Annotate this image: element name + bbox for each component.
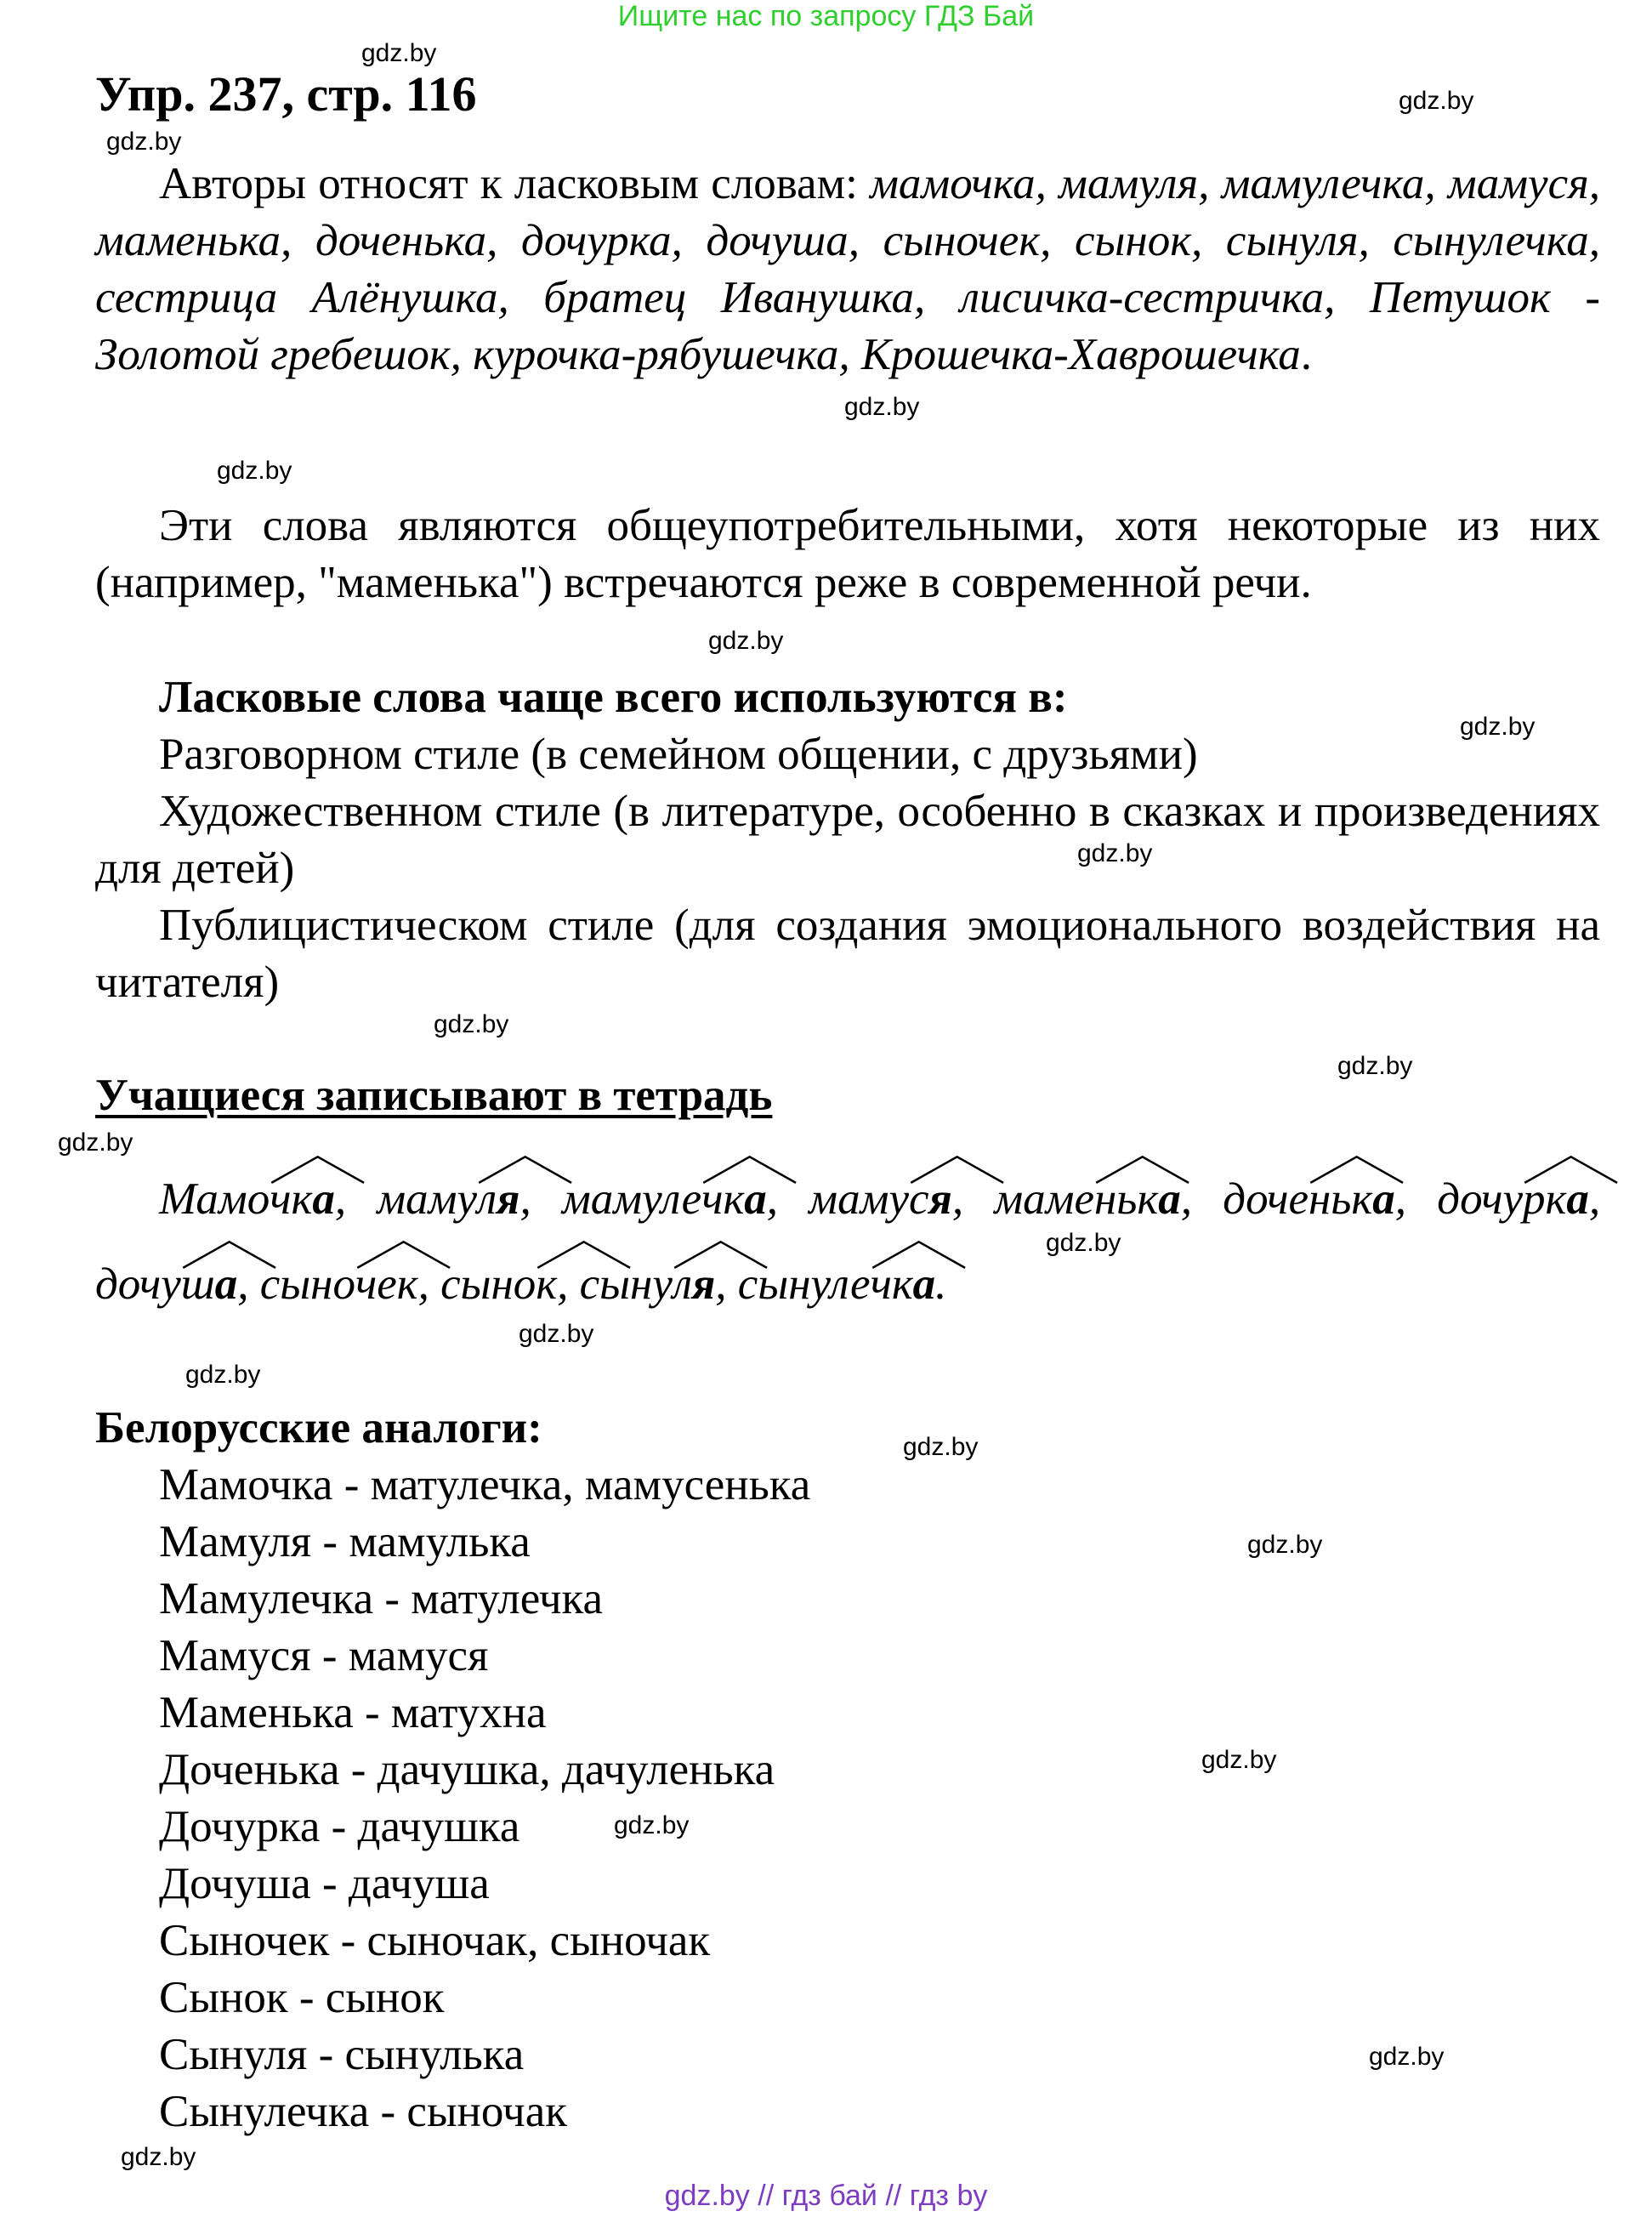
suffix [1094, 1157, 1158, 1242]
suffix-mark-icon [701, 1155, 798, 1184]
punctuation: , [1588, 1174, 1601, 1224]
suffix-mark-icon [477, 1155, 573, 1184]
notebook-heading: Учащиеся записывают в тетрадь [95, 1071, 773, 1120]
analog-pair: Доченька - дачушка, дачуленька [159, 1745, 775, 1794]
punctuation: , [1394, 1174, 1406, 1224]
analog-pair: Сынуля - сынулька [159, 2030, 525, 2079]
morpheme-word [1223, 1157, 1406, 1242]
suffix [536, 1242, 557, 1327]
ending: а [214, 1259, 238, 1309]
punctuation: , [766, 1174, 779, 1224]
morpheme-word [738, 1242, 947, 1327]
watermark: gdz.by [1399, 87, 1474, 115]
analog-pair: Сынок - сынок [159, 1973, 445, 2022]
watermark: gdz.by [434, 1010, 509, 1038]
analog-pair: Дочуша - дачуша [159, 1859, 490, 1908]
punctuation: , [417, 1259, 429, 1309]
suffix-mark-icon [1523, 1155, 1619, 1184]
suffix [270, 1157, 312, 1242]
word-stem: сыно [259, 1259, 355, 1309]
ending: а [1566, 1174, 1589, 1224]
ending: а [912, 1259, 936, 1309]
watermark: gdz.by [1337, 1052, 1413, 1080]
page-title: Упр. 237, стр. 116 [95, 66, 477, 122]
watermark: gdz.by [1201, 1746, 1277, 1774]
morpheme-word [159, 1157, 346, 1242]
punctuation: , [715, 1259, 727, 1309]
suffix-text: чк [270, 1174, 313, 1224]
morpheme-word [95, 1242, 249, 1327]
suffix [355, 1242, 418, 1327]
ending: а [312, 1174, 335, 1224]
word-stem: мамуле [561, 1174, 702, 1224]
word-stem: маму [809, 1174, 909, 1224]
morpheme-word [377, 1157, 531, 1242]
suffix-mark-icon [270, 1155, 366, 1184]
suffix-mark-icon [871, 1240, 967, 1269]
belarusian-heading: Белорусские аналоги: [95, 1403, 542, 1452]
ending: а [1158, 1174, 1181, 1224]
word-stem: сыну [579, 1259, 673, 1309]
affectionate-words-list: мамочка, мамуля, мамулечка, мамуся, маменька, доченька, дочурка, дочуша, сыночек, сынок, сынуля, сынулечка, сестрица Алёнушка, братец Иванушка, лисичка-сестричка, Петушок - Золотой гребешок, курочка-рябушечка, Крошечка-Хаврошечка [95, 159, 1600, 379]
word-stem: дочу [95, 1259, 181, 1309]
punctuation: , [334, 1174, 347, 1224]
ending: я [928, 1174, 952, 1224]
suffix-text: ньк [1094, 1174, 1159, 1224]
suffix [871, 1242, 913, 1327]
ending: я [691, 1259, 716, 1309]
styles-heading: Ласковые слова чаще всего используются в: [159, 673, 1068, 722]
suffix [477, 1157, 497, 1242]
watermark: gdz.by [121, 2143, 196, 2171]
suffix-mark-icon [909, 1155, 1005, 1184]
suffix-text: ш [180, 1259, 215, 1309]
intro-lead: Авторы относят к ласковым словам: [159, 159, 871, 208]
style-item-literary: Художественном стиле (в литературе, особенно в сказках и произведениях для детей) [95, 787, 1600, 893]
word-stem: маме [994, 1174, 1095, 1224]
morpheme-word [994, 1157, 1192, 1242]
suffix-mark-icon [355, 1240, 451, 1269]
watermark: gdz.by [1247, 1531, 1323, 1559]
word-stem: сыно [440, 1259, 536, 1309]
watermark: gdz.by [903, 1433, 979, 1461]
analog-pair: Сынулечка - сыночак [159, 2087, 567, 2136]
word-stem: маму [377, 1174, 478, 1224]
ending: а [1372, 1174, 1395, 1224]
analog-pair: Маменька - матухна [159, 1688, 547, 1737]
watermark: gdz.by [708, 627, 784, 655]
morpheme-word [562, 1157, 778, 1242]
bottom-banner[interactable]: gdz.by // гдз бай // гдз by [664, 2180, 988, 2212]
suffix-mark-icon [1094, 1155, 1190, 1184]
analog-pair: Мамуся - мамуся [159, 1631, 489, 1680]
word-stem: доче [1223, 1174, 1309, 1224]
suffix-text: рк [1523, 1174, 1567, 1224]
analog-pair: Мамулечка - матулечка [159, 1574, 604, 1623]
morpheme-word [1437, 1157, 1600, 1242]
suffix [1523, 1157, 1566, 1242]
analog-pair: Дочурка - дачушка [159, 1802, 520, 1851]
watermark: gdz.by [58, 1128, 133, 1157]
punctuation: . [935, 1259, 947, 1309]
suffix-text: с [908, 1174, 929, 1224]
analog-pair: Сыночек - сыночак, сыночак [159, 1916, 711, 1965]
morpheme-word [580, 1242, 727, 1327]
punctuation: , [951, 1174, 964, 1224]
morpheme-word [809, 1157, 963, 1242]
morpheme-word [260, 1242, 429, 1327]
suffix-text: ньк [1309, 1174, 1373, 1224]
intro-end: . [1300, 330, 1312, 379]
ending: я [497, 1174, 520, 1224]
watermark: gdz.by [217, 457, 292, 485]
suffix-text: чк [701, 1174, 745, 1224]
analog-pair: Мамуля - мамулька [159, 1517, 531, 1566]
watermark: gdz.by [1460, 713, 1536, 741]
suffix [909, 1157, 929, 1242]
suffix [673, 1242, 692, 1327]
punctuation: , [1180, 1174, 1192, 1224]
usage-paragraph: Эти слова являются общеупотребительными, хотя некоторые из них (например, "маменька") встречаются реже в современной речи. [95, 501, 1600, 607]
suffix [701, 1157, 744, 1242]
suffix-text: л [477, 1174, 497, 1224]
punctuation: , [237, 1259, 249, 1309]
style-item-journalistic: Публицистическом стиле (для создания эмоционального воздействия на читателя) [95, 901, 1600, 1007]
watermark: gdz.by [361, 39, 437, 67]
word-stem: дочу [1437, 1174, 1524, 1224]
morpheme-word [440, 1242, 568, 1327]
suffix [181, 1242, 215, 1327]
ending: а [744, 1174, 767, 1224]
intro-paragraph [95, 156, 1600, 384]
belarusian-analogs-list [159, 1457, 810, 2140]
watermark: gdz.by [106, 128, 182, 156]
suffix-text: чек [355, 1259, 418, 1309]
suffix-text: л [672, 1259, 692, 1309]
top-banner[interactable]: Ищите нас по запросу ГДЗ Бай [617, 0, 1035, 32]
morpheme-analysis [95, 1157, 1600, 1327]
punctuation: , [519, 1174, 531, 1224]
punctuation: , [557, 1259, 569, 1309]
watermark: gdz.by [1077, 839, 1153, 867]
watermark: gdz.by [844, 393, 920, 421]
watermark: gdz.by [1369, 2043, 1445, 2071]
watermark: gdz.by [519, 1320, 594, 1348]
watermark: gdz.by [614, 1811, 690, 1839]
word-stem: Мамо [159, 1174, 270, 1224]
watermark: gdz.by [1046, 1229, 1121, 1257]
style-item-colloquial: Разговорном стиле (в семейном общении, с друзьями) [159, 730, 1198, 779]
suffix-text: чк [870, 1259, 913, 1309]
analog-pair: Мамочка - матулечка, мамусенька [159, 1460, 811, 1509]
watermark: gdz.by [185, 1361, 261, 1389]
suffix [1309, 1157, 1372, 1242]
suffix-mark-icon [1309, 1155, 1405, 1184]
suffix-text: к [536, 1259, 558, 1309]
word-stem: сынуле [737, 1259, 871, 1309]
